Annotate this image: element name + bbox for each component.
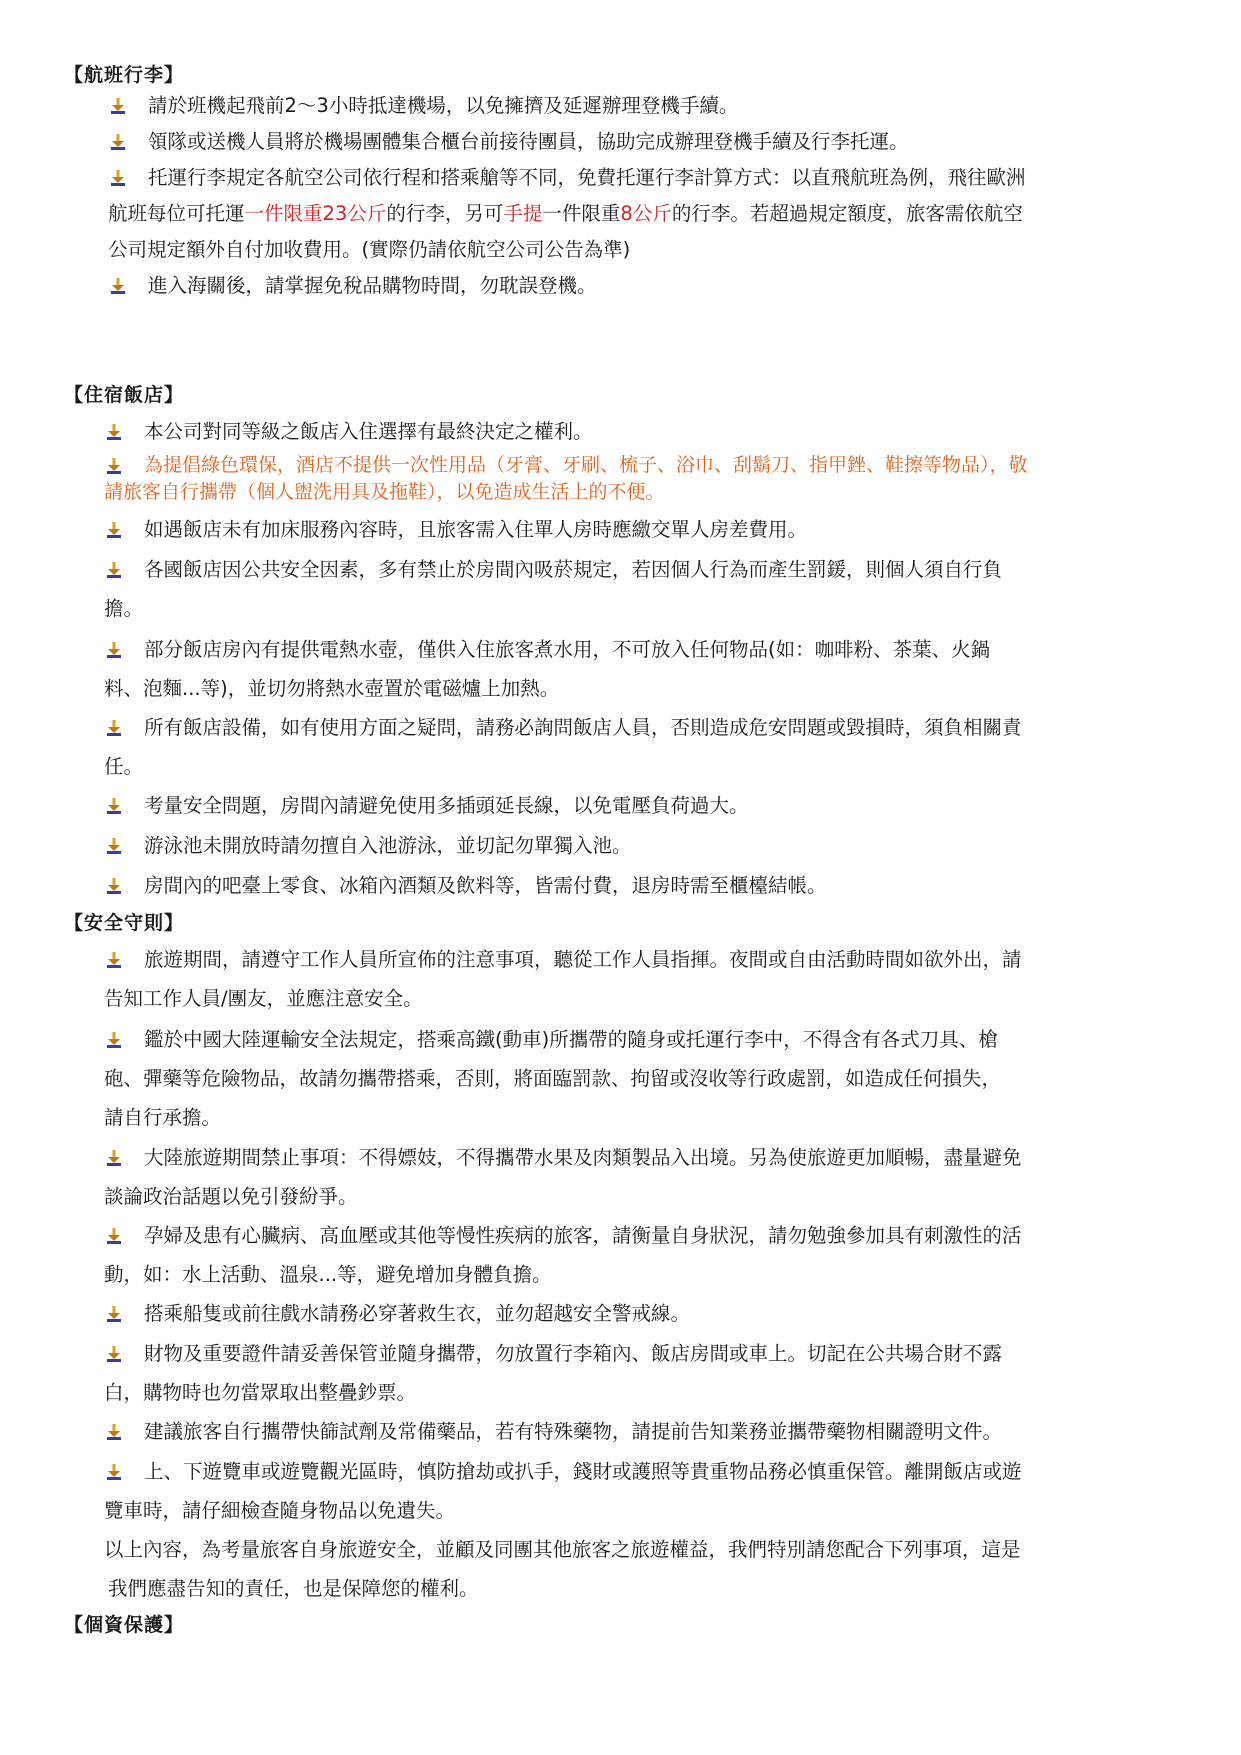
download-arrow-icon — [104, 1226, 124, 1246]
list-item: 請於班機起飛前2～3小時抵達機場，以免擁擠及延遲辦理登機手續。 — [108, 86, 1188, 125]
list-item: 房間內的吧臺上零食、冰箱內酒類及飲料等，皆需付費，退房時需至櫃檯結帳。 — [104, 866, 1184, 905]
download-arrow-icon — [104, 422, 124, 442]
download-arrow-icon — [104, 1422, 124, 1442]
list-item: 上、下遊覽車或遊覽觀光區時，慎防搶劫或扒手，錢財或護照等貴重物品務必慎重保管。離開飯店或遊 覽車時，請仔細檢查隨身物品以免遺失。 — [104, 1460, 1022, 1522]
section-heading-flight: 【航班行李】 — [64, 64, 185, 86]
download-arrow-icon — [104, 640, 124, 660]
list-item: 財物及重要證件請妥善保管並隨身攜帶，勿放置行李箱內、飯店房間或車上。切記在公共場合財不露 白，購物時也勿當眾取出整疊鈔票。 — [104, 1342, 1003, 1404]
download-arrow-icon — [104, 456, 124, 476]
list-item: 所有飯店設備，如有使用方面之疑問，請務必詢問飯店人員，否則造成危安問題或毀損時，須負相關責 任。 — [104, 716, 1022, 778]
download-arrow-icon — [104, 1030, 124, 1050]
download-arrow-icon — [108, 168, 128, 188]
list-item: 旅遊期間，請遵守工作人員所宣佈的注意事項，聽從工作人員指揮。夜間或自由活動時間如欲外出，請 告知工作人員/團友，並應注意安全。 — [104, 948, 1022, 1010]
list-item: 各國飯店因公共安全因素，多有禁止於房間內吸菸規定，若因個人行為而產生罰鍰，則個人須自行負 擔。 — [104, 558, 1003, 620]
download-arrow-icon — [104, 1344, 124, 1364]
list-item: 進入海關後，請掌握免稅品購物時間，勿耽誤登機。 — [108, 266, 1188, 305]
list-item: 本公司對同等級之飯店入住選擇有最終決定之權利。 — [104, 412, 1184, 451]
list-item: 建議旅客自行攜帶快篩試劑及常備藥品，若有特殊藥物，請提前告知業務並攜帶藥物相關證明文件。 — [104, 1412, 1184, 1451]
list-item: 游泳池未開放時請勿擅自入池游泳，並切記勿單獨入池。 — [104, 826, 1184, 865]
download-arrow-icon — [104, 1148, 124, 1168]
download-arrow-icon — [108, 132, 128, 152]
closing-paragraph: 以上內容，為考量旅客自身旅遊安全，並顧及同團其他旅客之旅遊權益，我們特別請您配合下列事項，這是 我們應盡告知的責任，也是保障您的權利。 — [104, 1538, 1021, 1600]
list-item: 大陸旅遊期間禁止事項：不得嫖妓，不得攜帶水果及肉類製品入出境。另為使旅遊更加順暢，盡量避免 談論政治話題以免引發紛爭。 — [104, 1146, 1022, 1208]
carry-on-limit: 8公斤 — [620, 202, 672, 225]
list-item: 部分飯店房內有提供電熱水壺，僅供入住旅客煮水用，不可放入任何物品(如：咖啡粉、茶葉、火鍋 料、泡麵...等)，並切勿將熱水壺置於電磁爐上加熱。 — [104, 638, 991, 700]
list-item: 領隊或送機人員將於機場團體集合櫃台前接待團員，協助完成辦理登機手續及行李托運。 — [108, 122, 1188, 161]
download-arrow-icon — [108, 96, 128, 116]
download-arrow-icon — [104, 836, 124, 856]
download-arrow-icon — [104, 950, 124, 970]
baggage-line-2: 航班每位可托運一件限重23公斤的行李，另可手提一件限重8公斤的行李。若超過規定額度，旅客需依航空 — [108, 202, 1023, 225]
section-heading-privacy: 【個資保護】 — [64, 1614, 185, 1636]
list-item-baggage: 托運行李規定各航空公司依行程和搭乘艙等不同，免費托運行李計算方式：以直飛航班為例，飛往歐洲 — [108, 158, 1188, 197]
list-item: 孕婦及患有心臟病、高血壓或其他等慢性疾病的旅客，請衡量自身狀況，請勿勉強參加具有刺激性的活 動，如：水上活動、溫泉...等，避免增加身體負擔。 — [104, 1224, 1022, 1286]
carry-on-label: 手提 — [503, 202, 543, 225]
section-heading-hotel: 【住宿飯店】 — [64, 384, 185, 406]
download-arrow-icon — [104, 796, 124, 816]
download-arrow-icon — [104, 1462, 124, 1482]
list-item-eco: 為提倡綠色環保，酒店不提供一次性用品（牙膏、牙刷、梳子、浴巾、刮鬍刀、指甲銼、鞋擦等物品），敬 請旅客自行攜帶（個人盥洗用具及拖鞋），以免造成生活上的不便。 — [104, 454, 1028, 503]
list-item: 搭乘船隻或前往戲水請務必穿著救生衣，並勿超越安全警戒線。 — [104, 1294, 1184, 1333]
list-item: 考量安全問題，房間內請避免使用多插頭延長線，以免電壓負荷過大。 — [104, 786, 1184, 825]
download-arrow-icon — [104, 1304, 124, 1324]
download-arrow-icon — [104, 718, 124, 738]
list-item: 如遇飯店未有加床服務內容時，且旅客需入住單人房時應繳交單人房差費用。 — [104, 510, 1184, 549]
baggage-line-3: 公司規定額外自付加收費用。(實際仍請依航空公司公告為準) — [108, 238, 631, 261]
section-heading-safety: 【安全守則】 — [64, 912, 185, 934]
list-item: 鑑於中國大陸運輸安全法規定，搭乘高鐵(動車)所攜帶的隨身或托運行李中，不得含有各式刀具、槍 砲、彈藥等危險物品，故請勿攜帶搭乘，否則，將面臨罰款、拘留或沒收等行政處罰，如造成任何損失， 請自行承擔。 — [104, 1028, 1002, 1129]
download-arrow-icon — [104, 520, 124, 540]
download-arrow-icon — [104, 876, 124, 896]
download-arrow-icon — [104, 560, 124, 580]
checked-limit: 一件限重23公斤 — [244, 202, 387, 225]
download-arrow-icon — [108, 276, 128, 296]
